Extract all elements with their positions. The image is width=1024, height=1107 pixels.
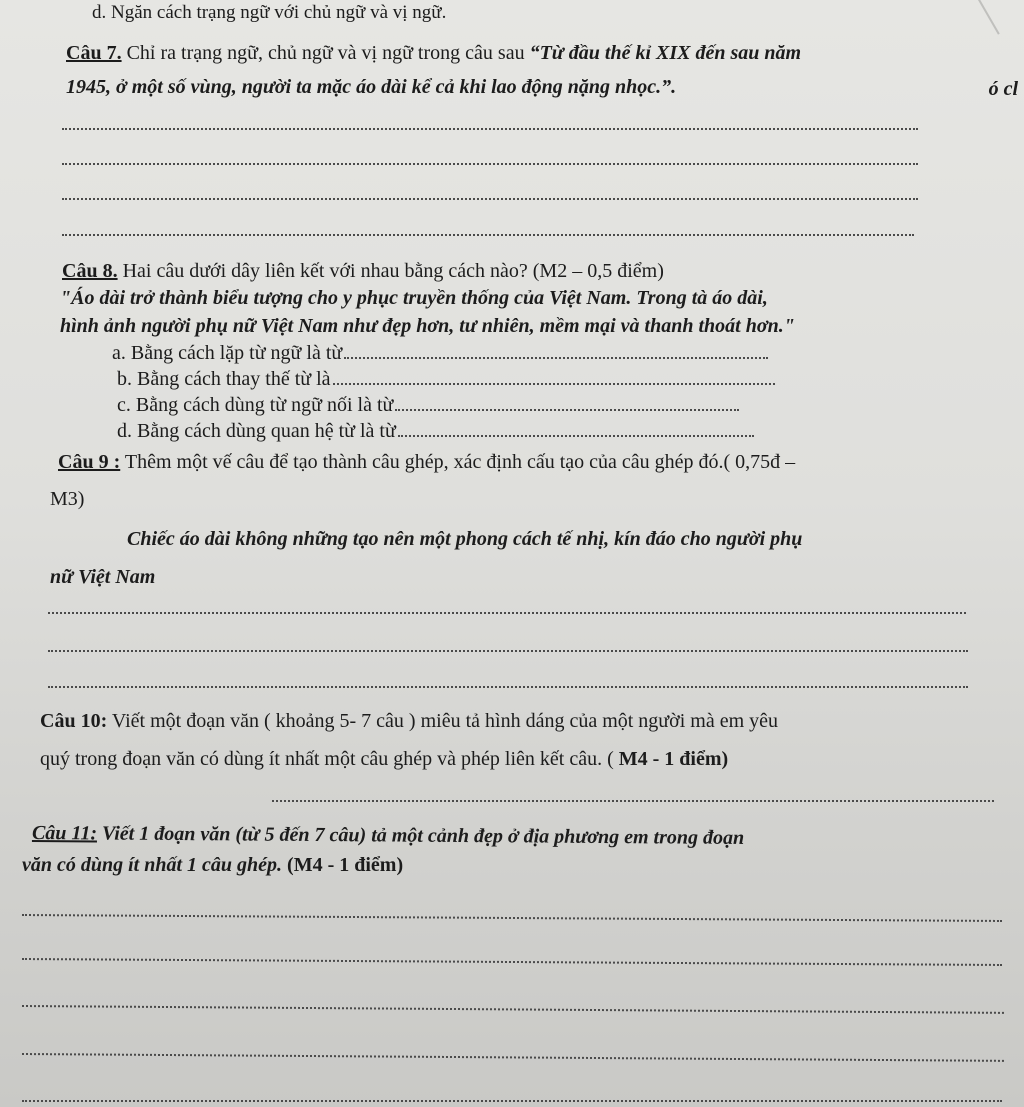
question-7-sentence-end: 1945, ở một số vùng, người ta mặc áo dài kể cả khi lao động nặng nhọc.”. [66, 76, 677, 98]
page-edge-text: ó cl [988, 78, 1018, 100]
question-8-option-d [117, 418, 754, 444]
answer-line[interactable] [62, 163, 918, 165]
option-c-text: c. Bằng cách dùng từ ngữ nối là từ [117, 394, 394, 416]
option-b-blank[interactable] [333, 383, 775, 385]
question-9-prompt-end: M3) [50, 488, 85, 510]
question-8-quote-line-2: hình ảnh người phụ nữ Việt Nam như đẹp hơn, tư nhiên, mềm mại và thanh thoát hơn." [60, 315, 795, 337]
option-b-text: b. Bằng cách thay thế từ là [117, 368, 331, 390]
answer-line[interactable] [62, 128, 918, 130]
question-8-label: Câu 8. [62, 260, 118, 282]
paper-fold [978, 0, 1000, 35]
question-11-prompt: Viết 1 đoạn văn (từ 5 đến 7 câu) tả một cảnh đẹp ở địa phương em trong đoạn [96, 822, 745, 849]
answer-line[interactable] [22, 1053, 1004, 1062]
question-9-prompt: Thêm một vế câu để tạo thành câu ghép, xác định cấu tạo của câu ghép đó.( 0,75đ – [120, 451, 796, 473]
option-d-text: d. Bằng cách dùng quan hệ từ là từ [117, 420, 396, 442]
question-9-label: Câu 9 : [58, 451, 121, 473]
answer-line[interactable] [48, 612, 966, 614]
previous-option-d: d. Ngăn cách trạng ngữ với chủ ngữ và vị ngữ. [92, 2, 447, 23]
question-8-option-a [112, 340, 768, 366]
question-9-line-1 [58, 449, 795, 475]
option-c-blank[interactable] [395, 409, 739, 411]
answer-line[interactable] [22, 914, 1002, 922]
question-10-line-2 [40, 746, 728, 772]
question-10-label: Câu 10: [40, 710, 108, 732]
question-8-line-1 [62, 258, 664, 284]
question-7-prompt: Chỉ ra trạng ngữ, chủ ngữ và vị ngữ trong câu sau [121, 42, 530, 64]
question-9-sentence-line-1: Chiếc áo dài không những tạo nên một phong cách tế nhị, kín đáo cho người phụ [127, 528, 803, 550]
answer-line[interactable] [62, 234, 914, 236]
option-a-text: a. Bằng cách lặp từ ngữ là từ [112, 342, 343, 364]
answer-line[interactable] [22, 1100, 1002, 1102]
question-8-prompt: Hai câu dưới dây liên kết với nhau bằng cách nào? (M2 – 0,5 điểm) [117, 260, 664, 282]
question-11-line-1 [32, 820, 744, 851]
question-11-prompt-end: văn có dùng ít nhất 1 câu ghép. [22, 854, 283, 876]
question-11-label: Câu 11: [31, 822, 98, 845]
question-8-quote-line-1: "Áo dài trở thành biểu tượng cho y phục truyền thống của Việt Nam. Trong tà áo dài, [60, 287, 768, 309]
question-8-option-b [117, 366, 775, 392]
question-11-line-2 [22, 852, 403, 878]
option-d-blank[interactable] [398, 435, 754, 437]
question-7-sentence-start: “Từ đầu thế kỉ XIX đến sau năm [529, 42, 802, 64]
answer-line[interactable] [48, 686, 968, 688]
question-10-points: M4 - 1 điểm) [618, 748, 729, 770]
option-a-blank[interactable] [344, 357, 768, 359]
question-8-option-c [117, 392, 739, 418]
answer-line[interactable] [22, 1005, 1004, 1014]
question-7-line-1 [66, 40, 801, 66]
question-10-prompt: Viết một đoạn văn ( khoảng 5- 7 câu ) miêu tả hình dáng của một người mà em yêu [107, 710, 779, 732]
question-11-points: (M4 - 1 điểm) [282, 854, 404, 876]
answer-line[interactable] [62, 198, 918, 200]
answer-line[interactable] [272, 800, 994, 802]
answer-line[interactable] [48, 650, 968, 652]
question-10-line-1 [40, 708, 778, 734]
question-10-prompt-end: quý trong đoạn văn có dùng ít nhất một câu ghép và phép liên kết câu. ( [40, 748, 619, 770]
question-7-label: Câu 7. [66, 42, 122, 64]
answer-line[interactable] [22, 958, 1002, 966]
question-9-sentence-line-2: nữ Việt Nam [50, 566, 156, 588]
